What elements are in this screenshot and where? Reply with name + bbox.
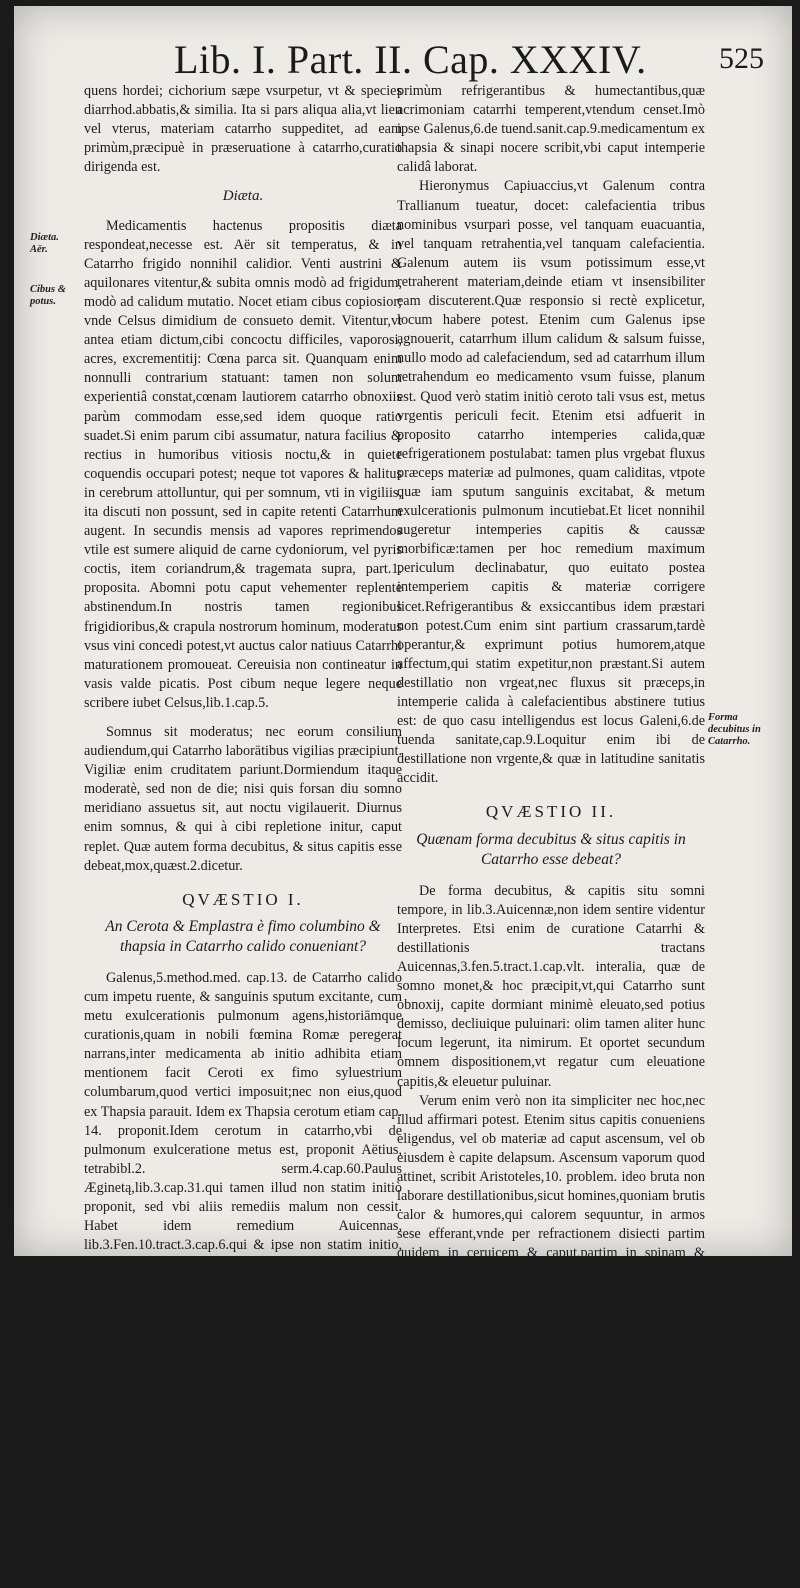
margin-note-cibus: Cibus & potus. <box>30 284 66 307</box>
paragraph: Medicamentis hactenus propositis diæta respondeat,necesse est. Aër sit temperatus, & in Catarrho frigido nonnihil calidior. Venti austrini & aquilonares vitentur,& subita omnis modò ad frigidum, modò ad calidum mutatio. Nocet etiam cibus copiosior; vnde Celsus dimidium de consueto demit. Vitentur,vt antea etiam dictum,cibi concoctu difficiles, vaporosi, acres, excrementitij: Cœna parca sit. Quanquam enim nonnulli contrarium statuant: tamen non solum experientiâ constat,cœnam lautiorem catarrho obnoxiis parùm commodam esse,sed idem quoque ratio suadet.Si enim parum cibi assumatur, natura facilius & rectius in humoribus vitiosis noctu,& in quiete coquendis occupari potest; neque tot vapores & halitus in cerebrum attolluntur, qui per somnum, vti in vigiliis, ita discuti non possunt, sed in capite retenti Catarrhum augent. In secundis mensis ad vapores reprimendos vtile est sumere aliquid de carne cydoniorum, vel pyris coctis, item coriandrum,& tragemata supra, part.1. proposita. Abomni potu caput vehementer replente abstinendum.In nostris tamen regionibus frigidioribus,& crapula nostrorum hominum, moderatus vsus vini concedi potest,vt auctus calor natiuus Catarrhi maturationem promoueat. Cereuisia non contineatur in vasis valde picatis. Post cibum neque legere neque scribere iubet Celsus,lib.1.cap.5. <box>84 217 402 711</box>
paragraph: De forma decubitus, & capitis situ somni tempore, in lib.3.Auicennæ,non idem sentire videntur Interpretes. Etsi enim de curatione Catarrhi & destillationis tractans Auicennas,3.fen.5.tract.1.cap.vlt. interalia, quæ de somno monet,& hoc præcipit,vt,qui Catarrho sunt obnoxij, capite dormiant minimè eleuato,sed potius demisso, decliuique puluinari: olim tamen aliter hunc locum legerunt, ita nimirum. Et oportet secundum omnem dispositionem,vt regatur cum eleuatione capitis,& eleuetur puluinar. <box>397 882 705 1090</box>
margin-note-forma: Forma decubitus in Catarrho. <box>708 712 761 747</box>
section-heading: Diæta. <box>222 188 264 205</box>
left-column <box>84 82 402 1446</box>
paragraph: Somnus sit moderatus; nec eorum consilium audiendum,qui Catarrho laborātibus vigilias præcipiunt. Vigiliæ enim cruditatem pariunt.Dormiendum itaque moderatè, sed non de die; nisi quis forsan diu somno meridiano assuetus sit, aut noctu vigilauerit. Diurnus enim somnus, & qui à cibi repletione initur, caput replet. Quæ autem forma decubitus, & situs capitis esse debeat,mox,quæst.2.dicetur. <box>84 724 402 874</box>
right-column <box>397 82 705 1588</box>
book-page <box>14 6 792 1586</box>
page-header <box>14 36 792 80</box>
question-heading: QVÆSTIO II. <box>485 802 617 822</box>
paragraph: primùm refrigerantibus & humectantibus,quæ acrimoniam catarrhi temperent,vtendum censet.Imò ipse Galenus,6.de tuend.sanit.cap.9.medicamentum ex thapsia & sinapi nocere scribit,vbi caput intemperie calidâ laborat. <box>397 83 705 176</box>
paragraph: Galenus,5.method.med. cap.13. de Catarrho calido cum impetu ruente, & sanguinis sputum excitante, cum metu exulcerationis pulmonum agens,historiāmque curationis,quam in nobili fœmina Romæ peregerat narrans,inter medicamenta ab initio adhibita etiam mentionem facit Ceroti ex fimo syluestrium columbarum,quod vertici imposuit;nec non eius,quod ex Thapsia parauit. Idem ex Thapsia cerotum etiam cap. 14. proponit.Idem cerotum in catarrho,vbi de pulmonum exulceratione metus est, proponit Aëtius, tetrabibl.2. serm.4.cap.60.Paulus Æginetą,lib.3.cap.31.qui tamen illud non statim initiò proponit, sed vbi aliis remediis malum non cessit. Habet idem remedium Auicennas, lib.3.Fen.10.tract.3.cap.6.qui & ipse non statim initio, sed vbi alia remedia non prosunt,illud adhibet.Alexander Trallianus tamen,ex allegat.cap.13.l.5.method.med. Galeni,catarrhum illum calidum,salsum, & acrem fuisse, ac caput illius fœminæ intemperie calidâ laborasse colligens,reprehendit curationem propositam, eo nomine, quod nullo refrigerante & humectante medicamento vsus Galenus statim ab initio siccantia & calefacientia adhibuerit,quibus caput calidius redderetur, & catarrhi acrimonia adaugeretur. Ideòque ipse potius <box>84 969 402 1445</box>
question-title: An Cerota & Emplastra è fimo columbino & thapsia in Catarrho calido conueniant? <box>105 917 381 955</box>
paragraph: quens hordei; cichorium sæpe vsurpetur, vt & species diarrhod.abbatis,& similia. Ita si pars aliqua alia,vt lien vel vterus, materiam catarrho suppeditet, ad eam primùm,præcipuè in præseruatione à catarrho,curatio dirigenda est. <box>84 83 402 176</box>
paragraph: Verum enim verò non ita simpliciter nec hoc,nec illud affirmari potest. Etenim situs capitis conueniens eligendus, vel ob materiæ ad caput ascensum, vel ob eiusdem è capite delapsum. Ascensum vaporum quod attinet, scribit Aristoteles,10. problem. ideo bruta non laborare destillationibus,sicut homines,quoniam brutis calor & humores,qui calorem sequuntur, in armos sese efferant,vnde per refractionem disiecti partim quidem in ceruicem & caput,partim in spinam & lumbos, & ita non in vnam partem ferantur;cum in homine,qui figuram erectam habet, calor non dispertitus non partim ad anteriora, partim ad posteriora, sed totus ad caput eleuetur, quem humores sequuntur. Hanc Aristotelis rationem etiam in Catarrhis locum habere putat Hieronymus Mercurialis,cap.15.lib.2.variar.lect.& in figura ac situ capitis recto & eleuato plus vaporis & humoris ad caput ferri putat, quàm in situ decliui. Verùm non satis firma est hæc ratio, & cum solùm locum haberet,si vapores & humores liberè,instar vaporum in aëre, aut fumorum in furno vel fornace, & non vasis maximam partem conclusi,ad caput ferrentur: sed cùm per vasa præcipuè adscendant,ratio hæc locum hîc non habet; & cum in brutis, tum in homine ex hepate ac <box>397 1092 705 1567</box>
question-heading: QVÆSTIO I. <box>182 889 304 909</box>
catchword: corde <box>673 1569 705 1586</box>
paragraph: Hieronymus Capiuaccius,vt Galenum contra Trallianum tueatur, docet: calefacientia tribus nominibus vsurpari posse, vel tanquam euacuantia, vel tanquam retrahentia,vel tanquam calefacientia. Galenum autem iis vsum potissimum esse,vt retraherent materiam,deinde etiam vt insensibiliter eam discuterent.Quæ responsio si rectè explicetur, locum habere potest. Etenim cum Galenus ipse agnouerit, catarrhum illum calidum & salsum fuisse, nullo modo ad calefaciendum, sed ad catarrhum illum retrahendum eo medicamento vsum fuisse, planum est. Quod verò statim initiò ceroto tali vsus est, metus vrgentis periculi fecit. Etenim etsi adfuerit in proposito catarrho intemperies calida,quæ refrigerationem postulabat: tamen plus vrgebat fluxus præceps materiæ ad pulmones, quam caliditas, vtpote quæ iam sputum sanguinis excitabat, & metum exulcerationis pulmonum incutiebat.Et licet nonnihil augeretur intemperies capitis & caussæ morbificæ:tamen per hoc remedium maximum periculum declinabatur, quo euitato postea intemperiem capitis & materiæ corrigere licet.Refrigerantibus & exsiccantibus idem præstari non potest.Cum enim sint partium crassarum,tardè operantur,& exprimunt potius humorem,atque affectum,qui statim expetitur,non præstant.Si autem destillatio non vrgeat,nec fluxus sit præceps,in intemperie calida à calefacientibus abstinere tutius est: de quo casu intelligendus est locus Galeni,6.de tuenda sanitate,cap.9.Loquitur enim ibi de destillatione non vrgente,& quæ in latitudine sanitatis accidit. <box>397 178 705 787</box>
page-number: 525 <box>719 42 764 75</box>
margin-note-diaeta: Diæta. Aër. <box>30 232 59 255</box>
question-title: Quænam forma decubitus & situs capitis in Catarrho esse debeat? <box>416 830 686 868</box>
running-head: Lib. I. Part. II. Cap. XXXIV. <box>174 37 647 82</box>
